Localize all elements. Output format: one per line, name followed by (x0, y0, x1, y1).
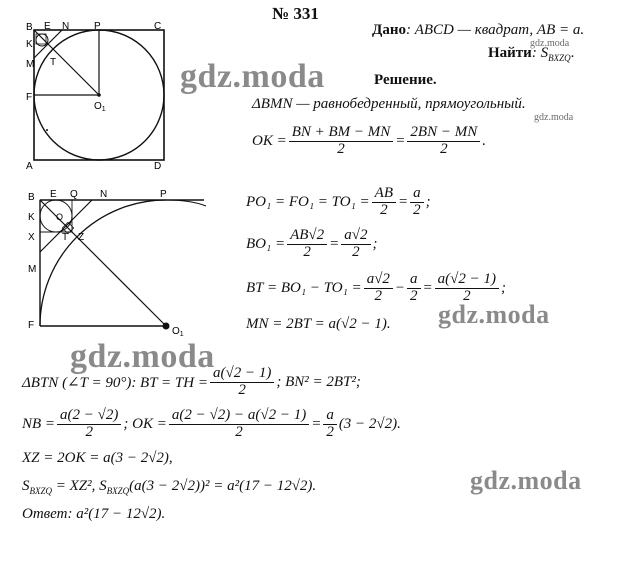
watermark-small-2: gdz.moda (534, 112, 574, 123)
fig1-label-k: K (26, 39, 33, 50)
given-label: Дано (372, 22, 406, 38)
fig1-label-n: N (62, 22, 70, 32)
fig1-label-f: F (26, 92, 33, 103)
fig1-label-d: D (154, 161, 162, 172)
fig2-label-t: T (62, 232, 69, 243)
given-text: : ABCD — квадрат, AB = a. (405, 22, 585, 38)
fig2-label-e: E (50, 189, 57, 200)
watermark-large-3: gdz.moda (70, 338, 215, 375)
fig1-label-o1: $O_1$ (94, 101, 106, 113)
fig1-label-t: T (50, 57, 57, 68)
find-value: : S (531, 45, 549, 61)
given-line (372, 22, 584, 39)
solution-heading: Решение. (374, 72, 437, 88)
fig2-label-f: F (28, 320, 35, 331)
btn-formula: ΔBTN (∠T = 90°): BT = TH = $\frac{a(√2 - 1)}{2}$ ; BN² = 2BT²; (22, 365, 361, 398)
fig1-label-e: E (44, 22, 51, 32)
fig2-label-p: P (160, 189, 167, 200)
watermark-large-1: gdz.moda (180, 58, 325, 95)
fig1-label-b: B (26, 22, 33, 33)
fig2-label-o: O (56, 212, 64, 222)
fig2-label-b: B (28, 192, 35, 203)
fig1-label-m: M (26, 59, 35, 70)
po-formula: PO₁ = FO₁ = TO₁ = $\frac{AB}{2}$ = $\frac{a}{2}$ ; (246, 185, 431, 218)
fig2-label-z: Z (78, 232, 85, 243)
fig2-label-k: K (28, 212, 35, 223)
s-formula: $S_{BXZQ} = XZ^2$, $S_{BXZQ}(a(3 - 2√2))^2 = a^2(17 - 12√2)$. (22, 478, 317, 496)
figure-2 (26, 186, 216, 336)
fig1-label-c: C (154, 22, 162, 32)
watermark-small-1: gdz.moda (530, 38, 570, 49)
fig2-label-q: Q (70, 189, 78, 200)
fig1-label-a: A (26, 161, 33, 172)
mn-formula: MN = 2BT = a(√2 − 1). (246, 316, 391, 332)
answer-line: Ответ: a²(17 − 12√2). (22, 506, 166, 522)
watermark-large-2: gdz.moda (438, 300, 550, 329)
fig1-label-p: P (94, 22, 101, 32)
problem-number: № 331 (272, 4, 319, 23)
bt-formula: BT = BO₁ − TO₁ = $\frac{a√2}{2}$ − $\frac{a}{2}$ = $\frac{a(√2 - 1)}{2}$ ; (246, 271, 507, 304)
fig2-label-o1: $O_1$ (172, 326, 184, 336)
nb-formula: NB = $\frac{a(2 - √2)}{2}$ ; OK = $\frac{a(2 - √2) - a(√2 - 1)}{2}$ = $\frac{a}{2}$ (3 − 2√2). (22, 407, 401, 440)
xz-formula: XZ = 2OK = a(3 − 2√2), (22, 450, 173, 466)
watermark-large-4: gdz.moda (470, 466, 582, 495)
fig2-label-m: M (28, 264, 37, 275)
bo-formula: BO₁ = $\frac{AB√2}{2}$ = $\frac{a√2}{2}$ ; (246, 227, 378, 260)
solution-line-1: ΔBMN — равнобедренный, прямоугольный. (252, 96, 526, 112)
find-label: Найти (488, 45, 532, 61)
ok-formula: OK = $\frac{BN + BM - MN}{2}$ = $\frac{2BN - MN}{2}$ . (252, 124, 486, 157)
find-sub: BXZQ (548, 53, 571, 63)
fig2-label-x: X (28, 232, 35, 243)
fig2-label-n: N (100, 189, 108, 200)
find-tail: . (570, 45, 575, 61)
figure-1 (26, 22, 176, 172)
